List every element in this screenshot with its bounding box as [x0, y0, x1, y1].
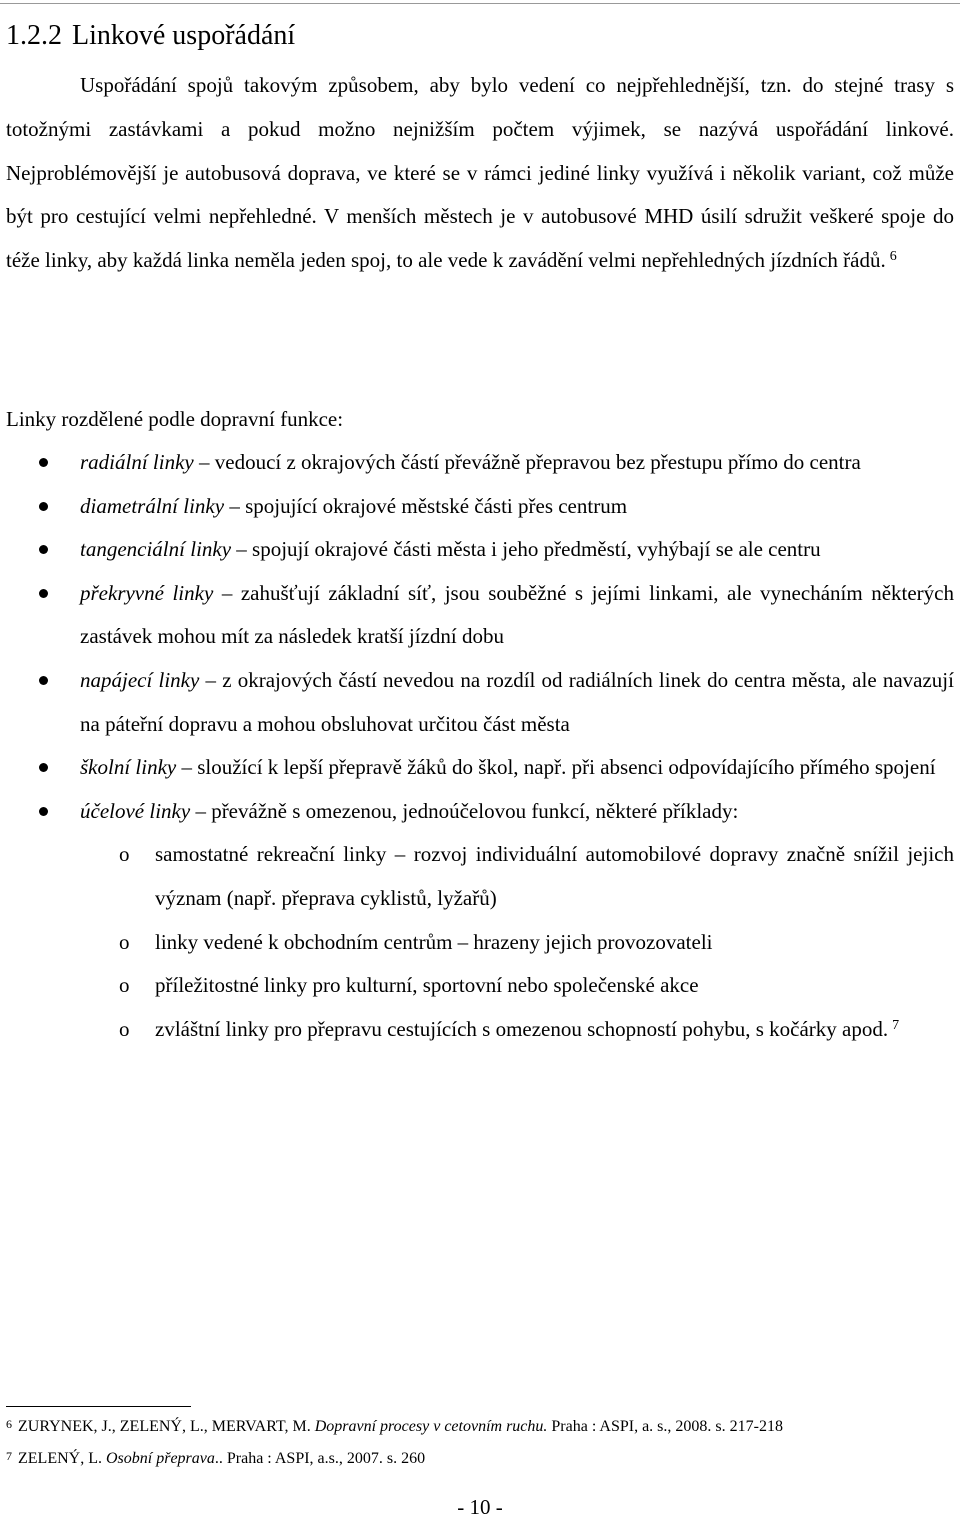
circle-bullet-icon: o [119, 973, 130, 998]
bullet-icon [39, 502, 48, 511]
top-rule [0, 3, 960, 4]
bullet-icon [39, 589, 48, 598]
intro-text: Uspořádání spojů takovým způsobem, aby bylo vedení co nejpřehlednější, tzn. do stejné trasy s totožnými zastávkami a pokud možno nejnižším počtem výjimek, se nazývá uspořádání linkové. Nejproblémovější je autobusová doprava, ve které se v rámci jediné linky využívá i několik variant, což může být pro cestující velmi nepřehledné. V menších městech je v autobusové MHD úsilí sdružit veškeré spoje do téže linky, aby každá linka neměla jeden spoj, to ale vede k zavádění velmi nepřehledných jízdních řádů. [6, 73, 954, 273]
list-item [0, 790, 954, 1052]
list-item [0, 485, 954, 529]
circle-bullet-icon: o [119, 929, 130, 954]
footnote-7 [6, 1448, 425, 1470]
footnote-text: Praha : ASPI, a. s., 2008. s. 217-218 [547, 1418, 783, 1435]
line-types-list [0, 441, 954, 1051]
item-text: – vedoucí z okrajových částí převážně přepravou bez přestupu přímo do centra [193, 450, 861, 474]
item-term: diametrální linky [80, 493, 225, 518]
list-subheading: Linky rozdělené podle dopravní funkce: [6, 407, 344, 431]
list-item [0, 528, 954, 572]
item-term: školní linky [80, 755, 177, 780]
sublist-item [0, 1008, 954, 1052]
bullet-icon [39, 807, 48, 816]
page-number: - 10 - [457, 1495, 503, 1519]
footnote-ref-6[interactable]: 6 [889, 249, 897, 265]
sublist [0, 833, 954, 1051]
item-text: – zahušťují základní síť, jsou souběžné s jejími linkami, ale vynecháním některých zastávek mohou mít za následek kratší jízdní dobu [80, 580, 954, 649]
subitem-text: zvláštní linky pro přepravu cestujících s omezenou schopností pohybu, s kočárky apod. [155, 1016, 889, 1041]
footnote-text: ZURYNEK, J., ZELENÝ, L., MERVART, M. [18, 1418, 315, 1435]
item-term: tangenciální linky [80, 537, 232, 562]
circle-bullet-icon: o [119, 842, 130, 867]
footnote-mark: 6 [6, 1417, 12, 1431]
sublist-item [0, 921, 954, 965]
list-item [0, 746, 954, 790]
bullet-icon [39, 458, 48, 467]
footnote-title: Dopravní procesy v cetovním ruchu. [314, 1418, 548, 1435]
footnote-ref-7[interactable]: 7 [892, 1017, 900, 1033]
item-term: napájecí linky [80, 667, 200, 692]
bullet-icon [39, 763, 48, 772]
footnote-title: Osobní přeprava [105, 1450, 215, 1467]
item-text: – spojují okrajové části města i jeho předměstí, vyhýbají se ale centru [231, 537, 821, 562]
subitem-text: příležitostné linky pro kulturní, sportovní nebo společenské akce [155, 973, 699, 998]
item-term: účelové linky [80, 798, 191, 823]
bullet-icon [39, 676, 48, 685]
item-text: – z okrajových částí nevedou na rozdíl od radiálních linek do centra města, ale navazují na páteřní dopravu a mohou obsluhovat určitou část města [80, 667, 954, 736]
list-item [0, 441, 954, 485]
footnote-text: .. Praha : ASPI, a.s., 2007. s. 260 [214, 1450, 426, 1467]
sublist-item [0, 833, 954, 920]
section-heading [6, 14, 295, 58]
intro-paragraph [6, 64, 954, 283]
section-number: 1.2.2 [6, 20, 62, 51]
bullet-icon [39, 545, 48, 554]
section-title: Linkové uspořádání [72, 20, 296, 51]
footnote-separator [6, 1406, 191, 1407]
list-item [0, 572, 954, 659]
subitem-text: samostatné rekreační linky – rozvoj individuální automobilové dopravy značně snížil jejich význam (např. přeprava cyklistů, lyžařů) [155, 842, 954, 910]
sublist-item [0, 964, 954, 1008]
item-text: – převážně s omezenou, jednoúčelovou funkcí, některé příklady: [190, 798, 739, 823]
footnote-mark: 7 [6, 1449, 12, 1463]
item-text: – sloužící k lepší přepravě žáků do škol, např. při absenci odpovídajícího přímého spojení [176, 755, 936, 780]
item-term: radiální linky [80, 450, 194, 474]
subitem-text: linky vedené k obchodním centrům – hrazeny jejich provozovateli [155, 929, 713, 954]
footnote-text: ZELENÝ, L. [18, 1450, 106, 1467]
circle-bullet-icon: o [119, 1016, 130, 1041]
footnote-6 [6, 1416, 783, 1438]
item-term: překryvné linky [80, 580, 214, 605]
item-text: – spojující okrajové městské části přes centrum [224, 493, 628, 518]
list-item [0, 659, 954, 746]
